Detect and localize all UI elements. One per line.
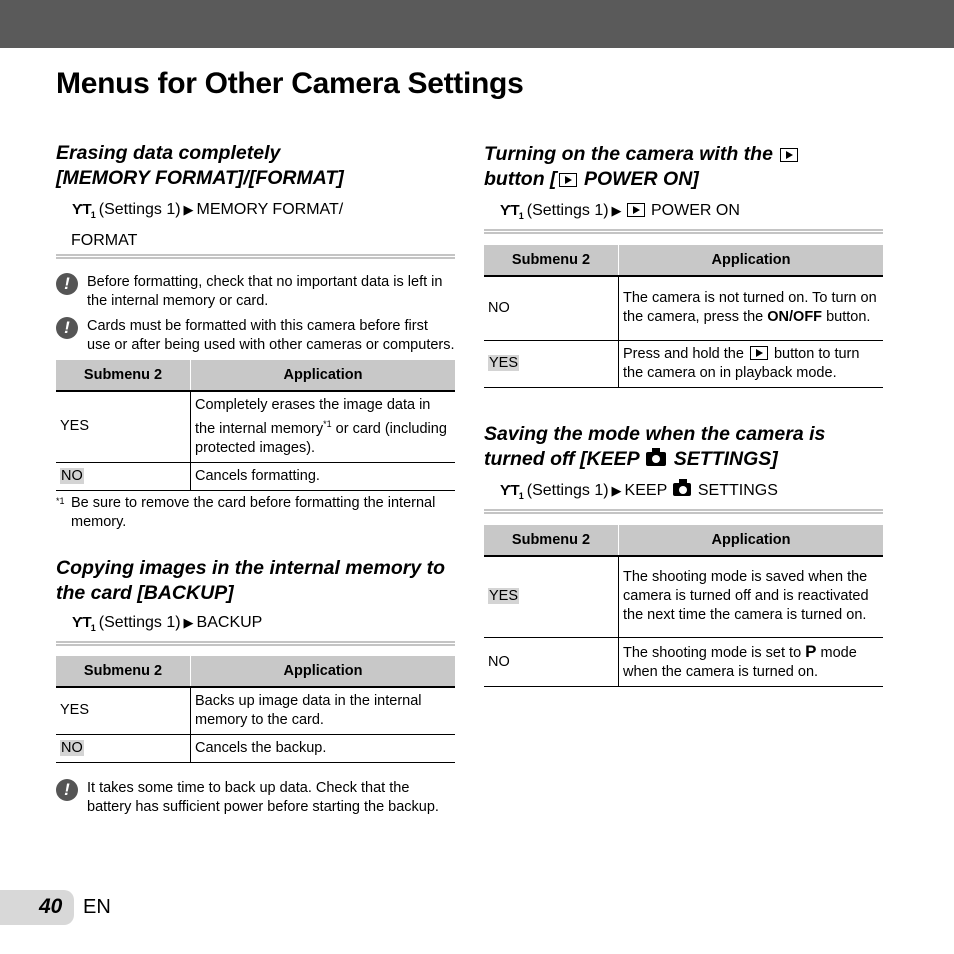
header-submenu: Submenu 2 [56,656,191,687]
camera-icon [646,452,666,466]
arrow-right-icon: ▶ [611,203,622,218]
table-row [484,638,883,687]
header-submenu: Submenu 2 [56,360,191,391]
on-off-key: ON/OFF [767,309,823,326]
playback-icon [750,346,768,360]
settings-1-icon: $ƳT_1$ [72,613,95,633]
language-code: EN [83,896,111,918]
application-cell: Cancels the backup. [191,734,456,762]
header-submenu: Submenu 2 [484,245,619,276]
menu-path-backup: $ƳT_1$ (Settings 1) ▶ BACKUP [56,606,455,646]
section-memory-format [56,141,455,532]
application-cell: The shooting mode is saved when the camera is turned off and is reactivated the next time the camera is turned on. [619,556,884,638]
section-keep-settings [484,422,883,688]
caution-note: ! Before formatting, check that no important data is left in the internal memory or card. [56,273,455,311]
caution-icon: ! [56,317,78,339]
header-application: Application [619,245,884,276]
top-band [0,0,954,48]
submenu-cell: YES [56,391,191,462]
settings-1-icon: $ƳT_1$ [500,481,523,501]
left-column [56,141,455,817]
table-row [56,687,455,735]
footnote: *1 Be sure to remove the card before formatting the internal memory. [56,494,436,530]
section-power-on [484,142,883,388]
submenu-cell: YES [484,556,619,638]
application-cell: Backs up image data in the internal memory to the card. [191,687,456,735]
submenu-cell: NO [56,734,191,762]
header-submenu: Submenu 2 [484,525,619,556]
table-header-row [56,656,455,687]
p-mode-key: P [805,642,817,661]
application-cell: The camera is not turned on. To turn on the camera, press the ON/OFF button. [619,276,884,340]
playback-icon [780,148,798,162]
playback-icon [627,203,645,217]
arrow-right-icon: ▶ [183,614,194,630]
page-number-tab [0,890,74,925]
caution-note: ! Cards must be formatted with this camera before first use or after being used with other cameras or computers. [56,317,455,355]
section-heading-keep-settings: Saving the mode when the camera is turned off [KEEP SETTINGS] [484,422,826,470]
menu-path-memory-format: $ƳT_1$ (Settings 1) ▶ MEMORY FORMAT/ FORMAT [56,191,455,259]
power-on-table [484,245,883,388]
caution-icon: ! [56,779,78,801]
page-title: Menus for Other Camera Settings [56,67,524,100]
table-header-row [484,245,883,276]
right-column [484,142,883,687]
table-row [56,391,455,462]
settings-1-icon: $ƳT_1$ [500,202,523,221]
section-heading-power-on: Turning on the camera with the button [ POWER ON] [484,142,883,192]
application-cell: Press and hold the button to turn the camera on in playback mode. [619,340,884,387]
table-row [484,556,883,638]
header-application: Application [191,360,456,391]
submenu-cell: YES [56,687,191,735]
section-backup [56,556,455,817]
application-cell: Cancels formatting. [191,462,456,490]
header-application: Application [619,525,884,556]
menu-path-power-on: $ƳT_1$ (Settings 1) ▶ POWER ON [484,192,883,234]
memory-format-table [56,360,455,491]
keep-settings-table [484,525,883,688]
table-header-row [56,360,455,391]
table-header-row [484,525,883,556]
menu-path-keep-settings: $ƳT_1$ (Settings 1) ▶ KEEP SETTINGS [484,472,883,514]
page-number: 40 [39,895,63,918]
section-heading-memory-format: Erasing data completely [MEMORY FORMAT]/[FORMAT] [56,142,344,189]
table-row [56,734,455,762]
backup-table [56,656,455,763]
table-row [56,462,455,490]
table-row [484,276,883,340]
arrow-right-icon: ▶ [611,482,622,498]
submenu-cell: NO [484,276,619,340]
playback-icon [559,173,577,187]
settings-1-icon: $ƳT_1$ [72,201,95,220]
submenu-cell: YES [484,340,619,387]
submenu-cell: NO [484,638,619,687]
table-row [484,340,883,387]
application-cell: The shooting mode is set to P mode when the camera is turned on. [619,638,884,687]
camera-icon [673,483,691,496]
arrow-right-icon: ▶ [183,202,194,217]
submenu-cell: NO [56,462,191,490]
caution-icon: ! [56,273,78,295]
header-application: Application [191,656,456,687]
application-cell: Completely erases the image data in the internal memory$^{*1}$ or card (including protected images). [191,391,456,462]
caution-note: ! It takes some time to back up data. Check that the battery has sufficient power before starting the backup. [56,779,455,817]
section-heading-backup: Copying images in the internal memory to the card [BACKUP] [56,556,445,604]
